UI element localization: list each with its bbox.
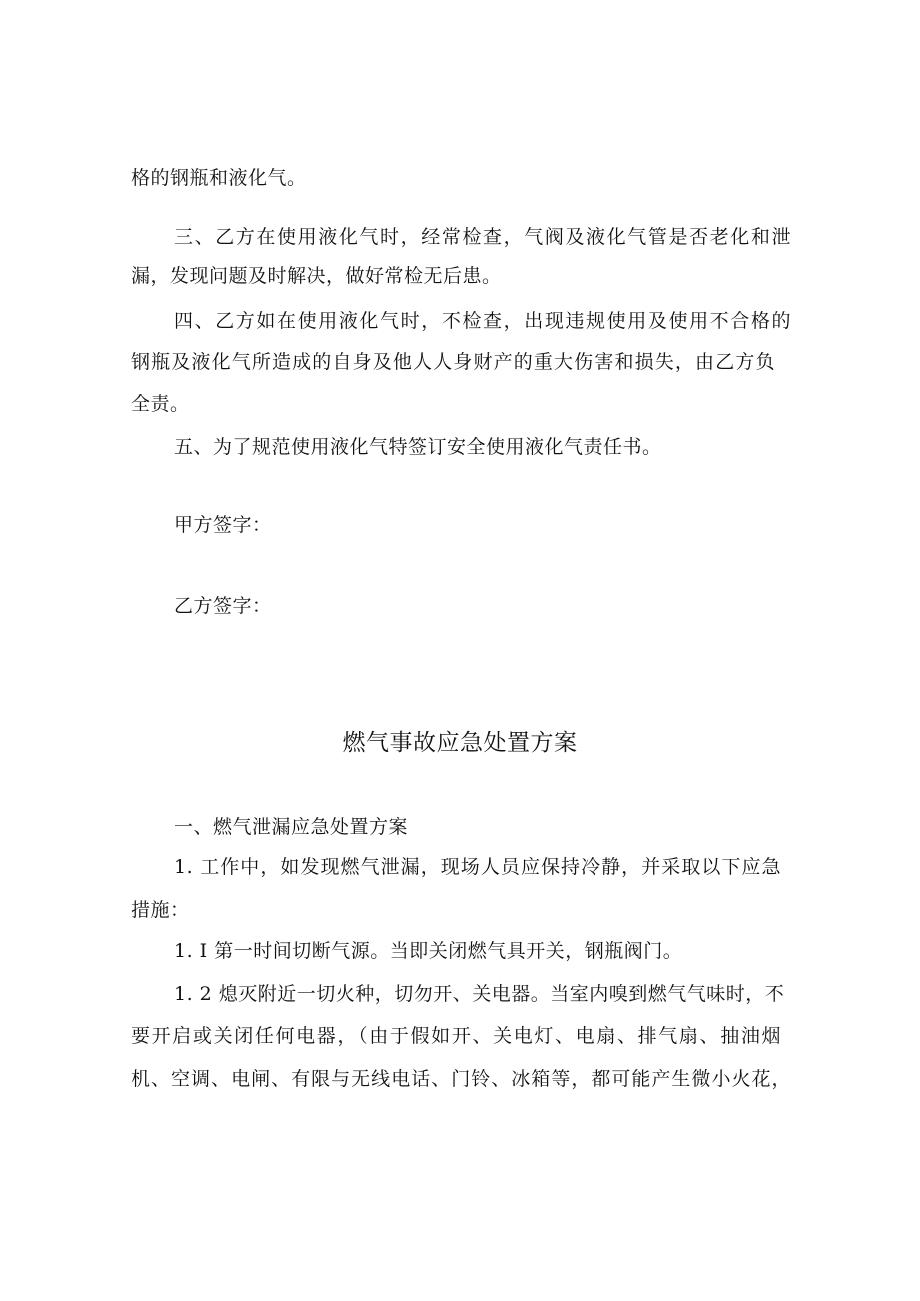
paragraph-line: 三、乙方在使用液化气时，经常检查，气阀及液化气管是否老化和泄 <box>174 226 791 248</box>
paragraph-line: 四、乙方如在使用液化气时，不检查，出现违规使用及使用不合格的 <box>174 310 791 332</box>
party-b-signature-label: 乙方签字： <box>174 595 272 617</box>
paragraph-line: 1. 2 熄灭附近一切火种，切勿开、关电器。当室内嗅到燃气气味时，不 <box>174 983 785 1005</box>
section-heading: 一、燃气泄漏应急处置方案 <box>174 816 409 838</box>
party-a-signature-label: 甲方签字： <box>174 514 272 536</box>
paragraph-line: 1. I 第一时间切断气源。当即关闭燃气具开关，钢瓶阀门。 <box>174 940 683 962</box>
text-line: 机、空调、电闸、有限与无线电话、门铃、冰箱等，都可能产生微小火花， <box>131 1068 791 1090</box>
text-line: 全责。 <box>131 393 190 415</box>
text-line: 措施： <box>131 899 190 921</box>
text-line: 要开启或关闭任何电器，（由于假如开、关电灯、电扇、排气扇、抽油烟 <box>131 1025 781 1047</box>
paragraph-line: 1. 工作中，如发现燃气泄漏，现场人员应保持冷静，并采取以下应急 <box>174 856 781 878</box>
text-line: 漏，发现问题及时解决，做好常检无后患。 <box>131 265 502 287</box>
text-line: 钢瓶及液化气所造成的自身及他人人身财产的重大伤害和损失，由乙方负 <box>131 351 775 373</box>
text-line: 格的钢瓶和液化气。 <box>131 167 307 189</box>
section-title: 燃气事故应急处置方案 <box>342 730 578 756</box>
paragraph-line: 五、为了规范使用液化气特签订安全使用液化气责任书。 <box>174 436 662 458</box>
